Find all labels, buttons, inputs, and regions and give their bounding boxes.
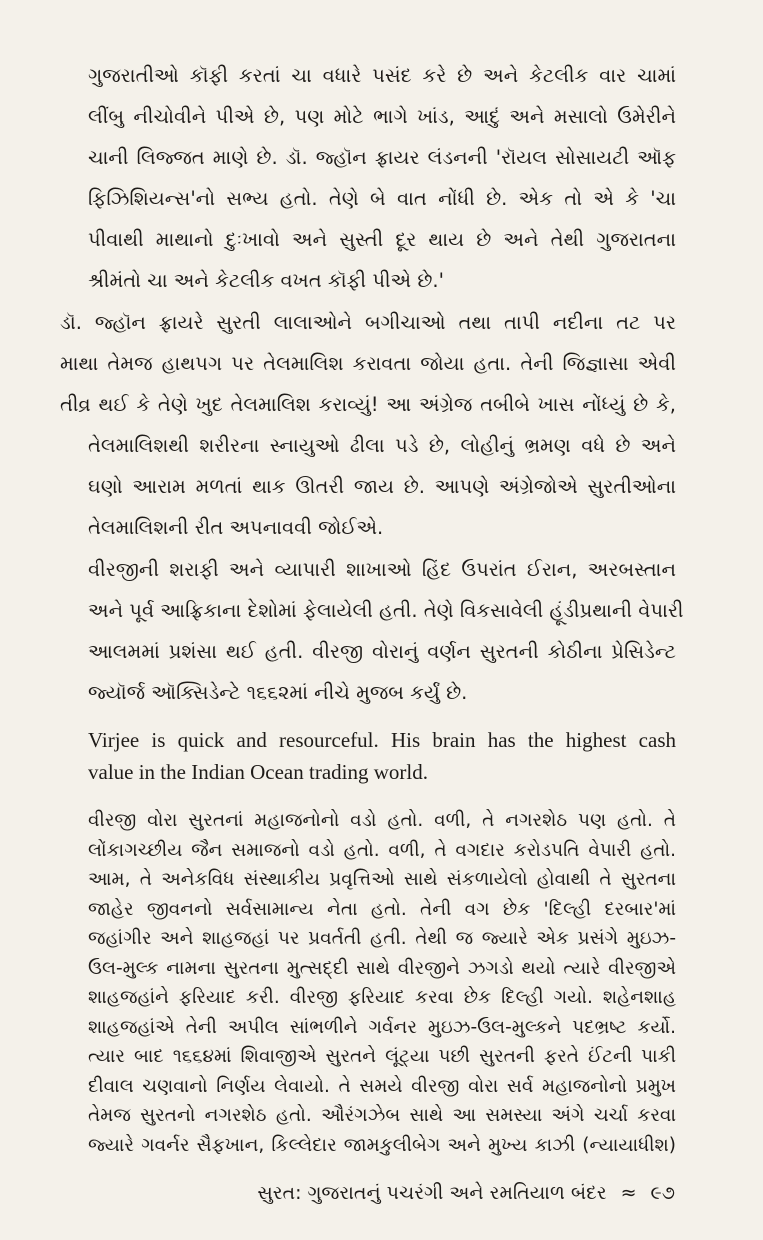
paragraph-3-line-2: અને પૂર્વ આફ્રિકાના દેશોમાં ફેલાયેલી હતી. તેણે વિકસાવેલી હૂંડીપ્રથાની વેપારી [88, 599, 684, 622]
paragraph-1-line-5: પીવાથી માથાનો દુઃખાવો અને સુસ્તી દૂર થાય છે અને તેથી ગુજરાતના [88, 228, 676, 251]
quote-line-2: value in the Indian Ocean trading world. [88, 760, 428, 784]
paragraph-3-line-4: જ્યૉર્જ ઑક્સિડેન્ટે ૧૬૬૨માં નીચે મુજબ કર્યું છે. [88, 681, 468, 704]
paragraph-5-line-8: શાહજહાંએ તેની અપીલ સાંભળીને ગર્વનર મુઇઝ-ઉલ-મુલ્કને પદભ્રષ્ટ કર્યો. [88, 1016, 676, 1038]
running-title: સુરત: ગુજરાતનું પચરંગી અને રમતિયાળ બંદર [257, 1182, 607, 1204]
paragraph-2-line-3: તીવ્ર થઈ કે તેણે ખુદ તેલમાલિશ કરાવ્યું! આ અંગ્રેજ તબીબે ખાસ નોંધ્યું છે કે, [60, 393, 676, 416]
paragraph-1-line-4: ફિઝિશિયન્સ'નો સભ્ય હતો. તેણે બે વાત નોંધી છે. એક તો એ કે 'ચા [88, 187, 676, 210]
page-footer [255, 1178, 675, 1208]
paragraph-5-line-11: તેમજ સુરતનો નગરશેઠ હતો. ઔરંગઝેબ સાથે આ સમસ્યા અંગે ચર્ચા કરવા [88, 1105, 676, 1126]
footer-separator: ≈ [620, 1182, 637, 1204]
paragraph-1-line-2: લીંબુ નીચોવીને પીએ છે, પણ મોટે ભાગે ખાંડ, આદું અને મસાલો ઉમેરીને [88, 105, 676, 128]
paragraph-3-line-1: વીરજીની શરાફી અને વ્યાપારી શાખાઓ હિંદ ઉપરાંત ઈરાન, અરબસ્તાન [88, 558, 676, 581]
paragraph-1-line-6: શ્રીમંતો ચા અને કેટલીક વખત કૉફી પીએ છે.' [88, 269, 444, 292]
paragraph-5-line-9: ત્યાર બાદ ૧૬૬૪માં શિવાજીએ સુરતને લૂંટ્યા પછી સુરતની ફરતે ઈંટની પાકી [88, 1046, 676, 1067]
paragraph-5-line-6: ઉલ-મુલ્ક નામના સુરતના મુત્સદ્દી સાથે વીરજીને ઝગડો થયો ત્યારે વીરજીએ [88, 957, 676, 979]
paragraph-3-line-3: આલમમાં પ્રશંસા થઈ હતી. વીરજી વોરાનું વર્ણન સુરતની કોઠીના પ્રેસિડેન્ટ [88, 640, 676, 663]
paragraph-2-line-2: માથા તેમજ હાથપગ પર તેલમાલિશ કરાવતા જોયા હતા. તેની જિજ્ઞાસા એવી [60, 352, 676, 375]
paragraph-2-line-1: ડૉ. જ્હૉન ફ્રાયરે સુરતી લાલાઓને બગીચાઓ તથા તાપી નદીના તટ પર [60, 311, 676, 334]
paragraph-5-line-12: જ્યારે ગવર્નર સૈફખાન, કિલ્લેદાર જામકુલીબેગ અને મુખ્ય કાઝી (ન્યાયાધીશ) [88, 1134, 676, 1156]
paragraph-1-line-1: ગુજરાતીઓ કૉફી કરતાં ચા વધારે પસંદ કરે છે અને કેટલીક વાર ચામાં [88, 64, 676, 87]
paragraph-5-line-5: જહાંગીર અને શાહજહાં પર પ્રવર્તતી હતી. તેથી જ જ્યારે એક પ્રસંગે મુઇઝ- [88, 928, 676, 949]
paragraph-5-line-4: જાહેર જીવનનો સર્વસામાન્ય નેતા હતો. તેની વગ છેક 'દિલ્હી દરબાર'માં [88, 898, 676, 920]
paragraph-5-line-2: લોંકાગચ્છીય જૈન સમાજનો વડો હતો. વળી, તે વગદાર કરોડપતિ વેપારી હતો. [88, 839, 676, 861]
quote-line-1: Virjee is quick and resourceful. His brain has the highest cash [88, 728, 676, 752]
paragraph-5-line-10: દીવાલ ચણવાનો નિર્ણય લેવાયો. તે સમયે વીરજી વોરા સર્વ મહાજનોનો પ્રમુખ [88, 1075, 676, 1097]
paragraph-5-line-7: શાહજહાંને ફરિયાદ કરી. વીરજી ફરિયાદ કરવા છેક દિલ્હી ગયો. શહેનશાહ [88, 987, 676, 1008]
page-number: ૯૭ [650, 1182, 675, 1204]
paragraph-5-line-1: વીરજી વોરા સુરતનાં મહાજનોનો વડો હતો. વળી, તે નગરશેઠ પણ હતો. તે [88, 810, 676, 831]
paragraph-2-line-6: તેલમાલિશની રીત અપનાવવી જોઈએ. [88, 516, 384, 539]
paragraph-1-line-3: ચાની લિજ્જત માણે છે. ડૉ. જ્હૉન ફ્રાયર લંડનની 'રૉયલ સોસાયટી ઑફ [88, 146, 676, 169]
paragraph-5-line-3: આમ, તે અનેકવિધ સંસ્થાકીય પ્રવૃત્તિઓ સાથે સંકળાયેલો હોવાથી તે સુરતના [88, 869, 676, 890]
paragraph-2-line-4: તેલમાલિશથી શરીરના સ્નાયુઓ ઢીલા પડે છે, લોહીનું ભ્રમણ વધે છે અને [88, 434, 676, 457]
paragraph-2-line-5: ઘણો આરામ મળતાં થાક ઊતરી જાય છે. આપણે અંગ્રેજોએ સુરતીઓના [88, 475, 676, 498]
